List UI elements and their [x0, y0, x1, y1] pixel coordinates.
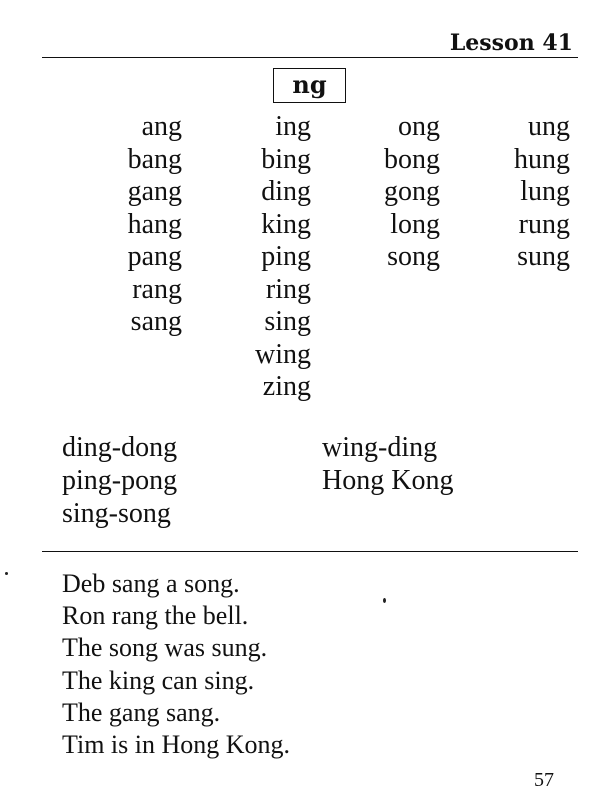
word-item: hung [514, 143, 570, 175]
compound-word: sing-song [62, 498, 171, 529]
lesson-title: Lesson 41 [449, 30, 573, 56]
word-item: long [390, 208, 440, 240]
word-item: ring [265, 273, 311, 305]
page-number: 57 [534, 769, 554, 791]
word-item: gang [127, 176, 182, 207]
scan-speck [383, 598, 386, 603]
word-item: king [261, 208, 311, 240]
sentence: Deb sang a song. [62, 569, 240, 598]
word-item: sing [264, 306, 311, 337]
sound-box: ng [273, 68, 346, 103]
word-item: song [387, 241, 440, 272]
word-column-ang [128, 111, 182, 339]
sentence: Ron rang the bell. [62, 601, 249, 631]
word-item: ding [261, 176, 311, 207]
word-item: gong [384, 176, 440, 207]
sentence: The gang sang. [62, 697, 221, 727]
word-item: lung [520, 176, 570, 207]
compound-word: ding-dong [62, 432, 178, 463]
word-item: sung [517, 241, 570, 272]
compound-words-left [62, 431, 177, 530]
scan-speck [5, 572, 8, 575]
word-item: bang [127, 143, 182, 175]
word-item: sang [130, 306, 182, 337]
word-item: ung [528, 111, 570, 142]
sentence: The song was sung. [62, 633, 268, 663]
sentence: Tim is in Hong Kong. [62, 729, 291, 759]
word-item: rung [518, 208, 570, 240]
word-item: bing [261, 143, 311, 175]
word-column-ing [255, 111, 311, 404]
word-item: hang [127, 208, 182, 240]
compound-word: Hong Kong [322, 465, 454, 496]
word-item: ping [261, 241, 311, 272]
word-item: wing [255, 338, 311, 370]
compound-words-right [322, 431, 453, 497]
practice-sentences [62, 568, 290, 761]
word-item: pang [127, 241, 182, 272]
word-column-ong [384, 111, 440, 274]
word-item: zing [262, 371, 311, 402]
compound-word: ping-pong [62, 465, 178, 496]
middle-divider [42, 551, 578, 552]
compound-word: wing-ding [322, 432, 438, 463]
word-item: rang [132, 273, 182, 305]
word-item: bong [384, 143, 440, 175]
word-item: ong [398, 111, 440, 142]
word-column-ung [514, 111, 570, 274]
word-item: ang [141, 111, 182, 142]
word-item: ing [275, 111, 311, 142]
sentence: The king can sing. [62, 665, 255, 695]
top-divider [42, 57, 578, 58]
